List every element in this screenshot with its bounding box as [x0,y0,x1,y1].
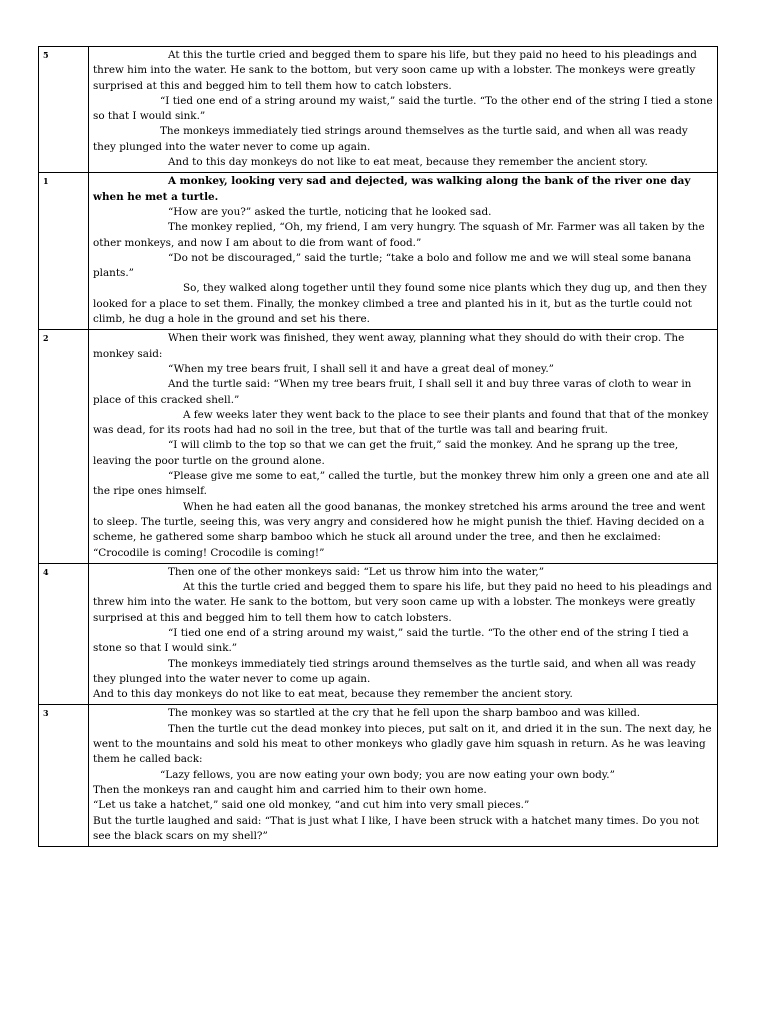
row-number: 3 [39,705,89,847]
story-paragraph: Then the turtle cut the dead monkey into pieces, put salt on it, and dried it in the sun. The next day, he went to the mountains and sold his meat to other monkeys who gladly gave him squash in return. As he was leaving them he called back: [93,722,712,766]
story-passage [89,563,718,705]
story-paragraph: The monkey was so startled at the cry that he fell upon the sharp bamboo and was killed. [168,707,641,720]
story-paragraph: When their work was finished, they went away, planning what they should do with their crop. The monkey said: [93,332,685,360]
story-paragraph: And the turtle said: “When my tree bears fruit, I shall sell it and buy three varas of cloth to wear in place of this cracked shell.” [93,378,692,406]
story-paragraph: A monkey, looking very sad and dejected, was walking along the bank of the river one day when he met a turtle. [93,175,691,203]
story-passage [89,47,718,173]
story-paragraph: The monkeys immediately tied strings around themselves as the turtle said, and when all was ready they plunged into the water never to come up again. [93,125,688,153]
story-row [39,563,718,705]
story-paragraph: “Crocodile is coming! Crocodile is coming!” [93,546,325,559]
story-paragraph: And to this day monkeys do not like to eat meat, because they remember the ancient story. [93,688,573,701]
story-paragraph: And to this day monkeys do not like to eat meat, because they remember the ancient story. [168,156,648,169]
story-table-body [39,47,718,847]
story-paragraph: At this the turtle cried and begged them to spare his life, but they paid no heed to his pleadings and threw him into the water. He sank to the bottom, but very soon came up with a lobster. The monkeys were greatly surprised at this and begged him to tell them how to catch lobsters. [93,581,712,624]
story-paragraph: The monkey replied, “Oh, my friend, I am very hungry. The squash of Mr. Farmer was all taken by the other monkeys, and now I am about to die from want of food.” [93,221,705,249]
story-paragraph: “Please give me some to eat,” called the turtle, but the monkey threw him only a green one and ate all the ripe ones himself. [93,470,710,498]
story-paragraph: A few weeks later they went back to the place to see their plants and found that that of the monkey was dead, for its roots had had no soil in the tree, but that of the turtle was tall and bearing fruit. [93,408,709,437]
story-paragraph: At this the turtle cried and begged them to spare his life, but they paid no heed to his pleadings and threw him into the water. He sank to the bottom, but very soon came up with a lobster. The monkeys were greatly surprised at this and begged him to tell them how to catch lobsters. [93,49,697,92]
story-passage [89,705,718,847]
story-row [39,173,718,330]
story-row [39,47,718,173]
story-paragraph: Then one of the other monkeys said: “Let us throw him into the water,” [168,565,545,578]
story-paragraph: “Let us take a hatchet,” said one old monkey, “and cut him into very small pieces.” [93,799,530,812]
story-table [38,46,718,847]
story-paragraph: “When my tree bears fruit, I shall sell it and have a great deal of money.” [168,362,554,375]
story-paragraph: But the turtle laughed and said: “That is just what I like, I have been struck with a hatchet many times. Do you not see the black scars on my shell?” [93,814,700,842]
story-paragraph: So, they walked along together until they found some nice plants which they dug up, and then they looked for a place to set them. Finally, the monkey climbed a tree and planted his in it, but as the turtle could not climb, he dug a hole in the ground and set his there. [93,282,707,326]
row-number: 4 [39,563,89,705]
story-paragraph: “I will climb to the top so that we can get the fruit,” said the monkey. And he sprang up the tree, leaving the poor turtle on the ground alone. [93,439,679,467]
row-number: 5 [39,47,89,173]
row-number: 2 [39,330,89,563]
story-paragraph: The monkeys immediately tied strings around themselves as the turtle said, and when all was ready they plunged into the water never to come up again. [93,657,696,685]
story-passage [89,330,718,563]
story-paragraph: Then the monkeys ran and caught him and carried him to their own home. [93,783,487,796]
story-row [39,330,718,563]
story-paragraph: “How are you?” asked the turtle, noticing that he looked sad. [168,205,492,218]
story-paragraph: “Lazy fellows, you are now eating your own body; you are now eating your own body.” [160,768,615,781]
story-paragraph: When he had eaten all the good bananas, the monkey stretched his arms around the tree and went to sleep. The turtle, seeing this, was very angry and considered how he might punish the thief. Having decided on a scheme, he gathered some sharp bamboo which he stuck all around under the tree, and then he exclaimed: [93,500,706,544]
row-number: 1 [39,173,89,330]
story-paragraph: “I tied one end of a string around my waist,” said the turtle. “To the other end of the string I tied a stone so that I would sink.” [93,626,689,655]
story-passage [89,173,718,330]
story-row [39,705,718,847]
story-paragraph: “Do not be discouraged,” said the turtle; “take a bolo and follow me and we will steal some banana plants.” [93,251,692,280]
story-paragraph: “I tied one end of a string around my waist,” said the turtle. “To the other end of the string I tied a stone so that I would sink.” [93,94,713,123]
